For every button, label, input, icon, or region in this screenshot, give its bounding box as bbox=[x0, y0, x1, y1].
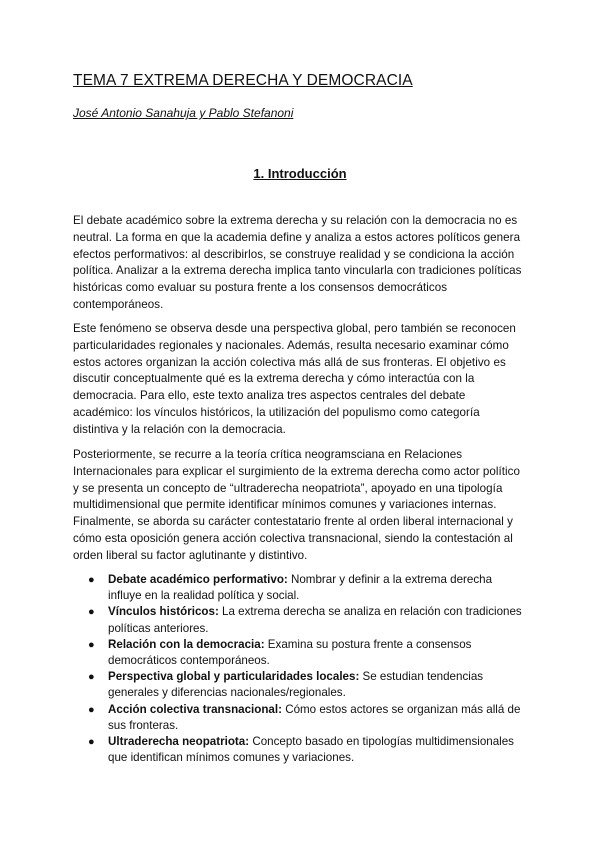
bullet-icon: ● bbox=[88, 606, 95, 619]
bullet-icon: ● bbox=[88, 703, 95, 716]
document-authors: José Antonio Sanahuja y Pablo Stefanoni bbox=[73, 106, 294, 120]
bullet-icon: ● bbox=[88, 638, 95, 651]
paragraph-2: Este fenómeno se observa desde una perspectiva global, pero también se reconocen particularidades regionales y nacionales. Además, resulta necesario examinar cómo estos actores organizan la acción colectiva más allá de sus fronteras. El objetivo es discutir conceptualmente qué es la extrema derecha y cómo interactúa con la democracia. Para ello, este texto analiza tres aspectos centrales del debate académico: los vínculos históricos, la utilización del populismo como categoría distintiva y la relación con la democracia. bbox=[73, 322, 516, 436]
bullet-icon: ● bbox=[88, 574, 95, 586]
list-item bbox=[73, 604, 525, 636]
list-item-text: Se estudian tendencias generales y diferencias nacionales/regionales. bbox=[108, 670, 484, 700]
list-item-term: Relación con la democracia: bbox=[108, 637, 265, 651]
list-item bbox=[73, 669, 525, 701]
document-title: TEMA 7 EXTREMA DERECHA Y DEMOCRACIA bbox=[73, 72, 413, 89]
list-item-text: Nombrar y definir a la extrema derecha influye en la realidad política y social. bbox=[108, 573, 493, 603]
section-heading: 1. Introducción bbox=[253, 166, 347, 181]
list-item-text: La extrema derecha se analiza en relación con tradiciones políticas anteriores. bbox=[108, 605, 522, 635]
list-item-term: Acción colectiva transnacional: bbox=[108, 702, 282, 716]
summary-bullet-list bbox=[73, 572, 525, 766]
bullet-icon: ● bbox=[88, 736, 95, 749]
list-item-text: Concepto basado en tipologías multidimensionales que identifican mínimos comunes y variaciones. bbox=[108, 735, 514, 765]
list-item-term: Debate académico performativo: bbox=[108, 573, 288, 586]
list-item bbox=[73, 572, 525, 604]
bullet-icon: ● bbox=[88, 671, 95, 684]
paragraph-1: El debate académico sobre la extrema derecha y su relación con la democracia no es neutral. La forma en que la academia define y analiza a estos actores políticos genera efectos performativos: al describirlos, se construye realidad y se condiciona la acción política. Analizar a la extrema derecha implica tanto vincularla con tradiciones políticas históricas como evaluar su postura frente a los consensos democráticos contemporáneos. bbox=[73, 214, 522, 311]
list-item bbox=[73, 734, 525, 766]
list-item bbox=[73, 637, 525, 669]
paragraph-3: Posteriormente, se recurre a la teoría crítica neogramsciana en Relaciones Internacionales para explicar el surgimiento de la extrema derecha como actor político y se presenta un concepto de “ultraderecha neopatriota”, apoyado en una tipología multidimensional que permite identificar mínimos comunes y variaciones internas. Finalmente, se aborda su carácter contestatario frente al orden liberal internacional y cómo esta oposición genera acción colectiva transnacional, siendo la contestación al orden liberal su factor aglutinante y distintivo. bbox=[73, 448, 521, 562]
list-item-term: Vínculos históricos: bbox=[108, 605, 219, 619]
list-item bbox=[73, 702, 525, 734]
list-item-text: Cómo estos actores se organizan más allá de sus fronteras. bbox=[108, 702, 521, 732]
list-item-term: Ultraderecha neopatriota: bbox=[108, 735, 250, 749]
list-item-text: Examina su postura frente a consensos democráticos contemporáneos. bbox=[108, 637, 472, 668]
list-item-term: Perspectiva global y particularidades locales: bbox=[108, 670, 360, 684]
